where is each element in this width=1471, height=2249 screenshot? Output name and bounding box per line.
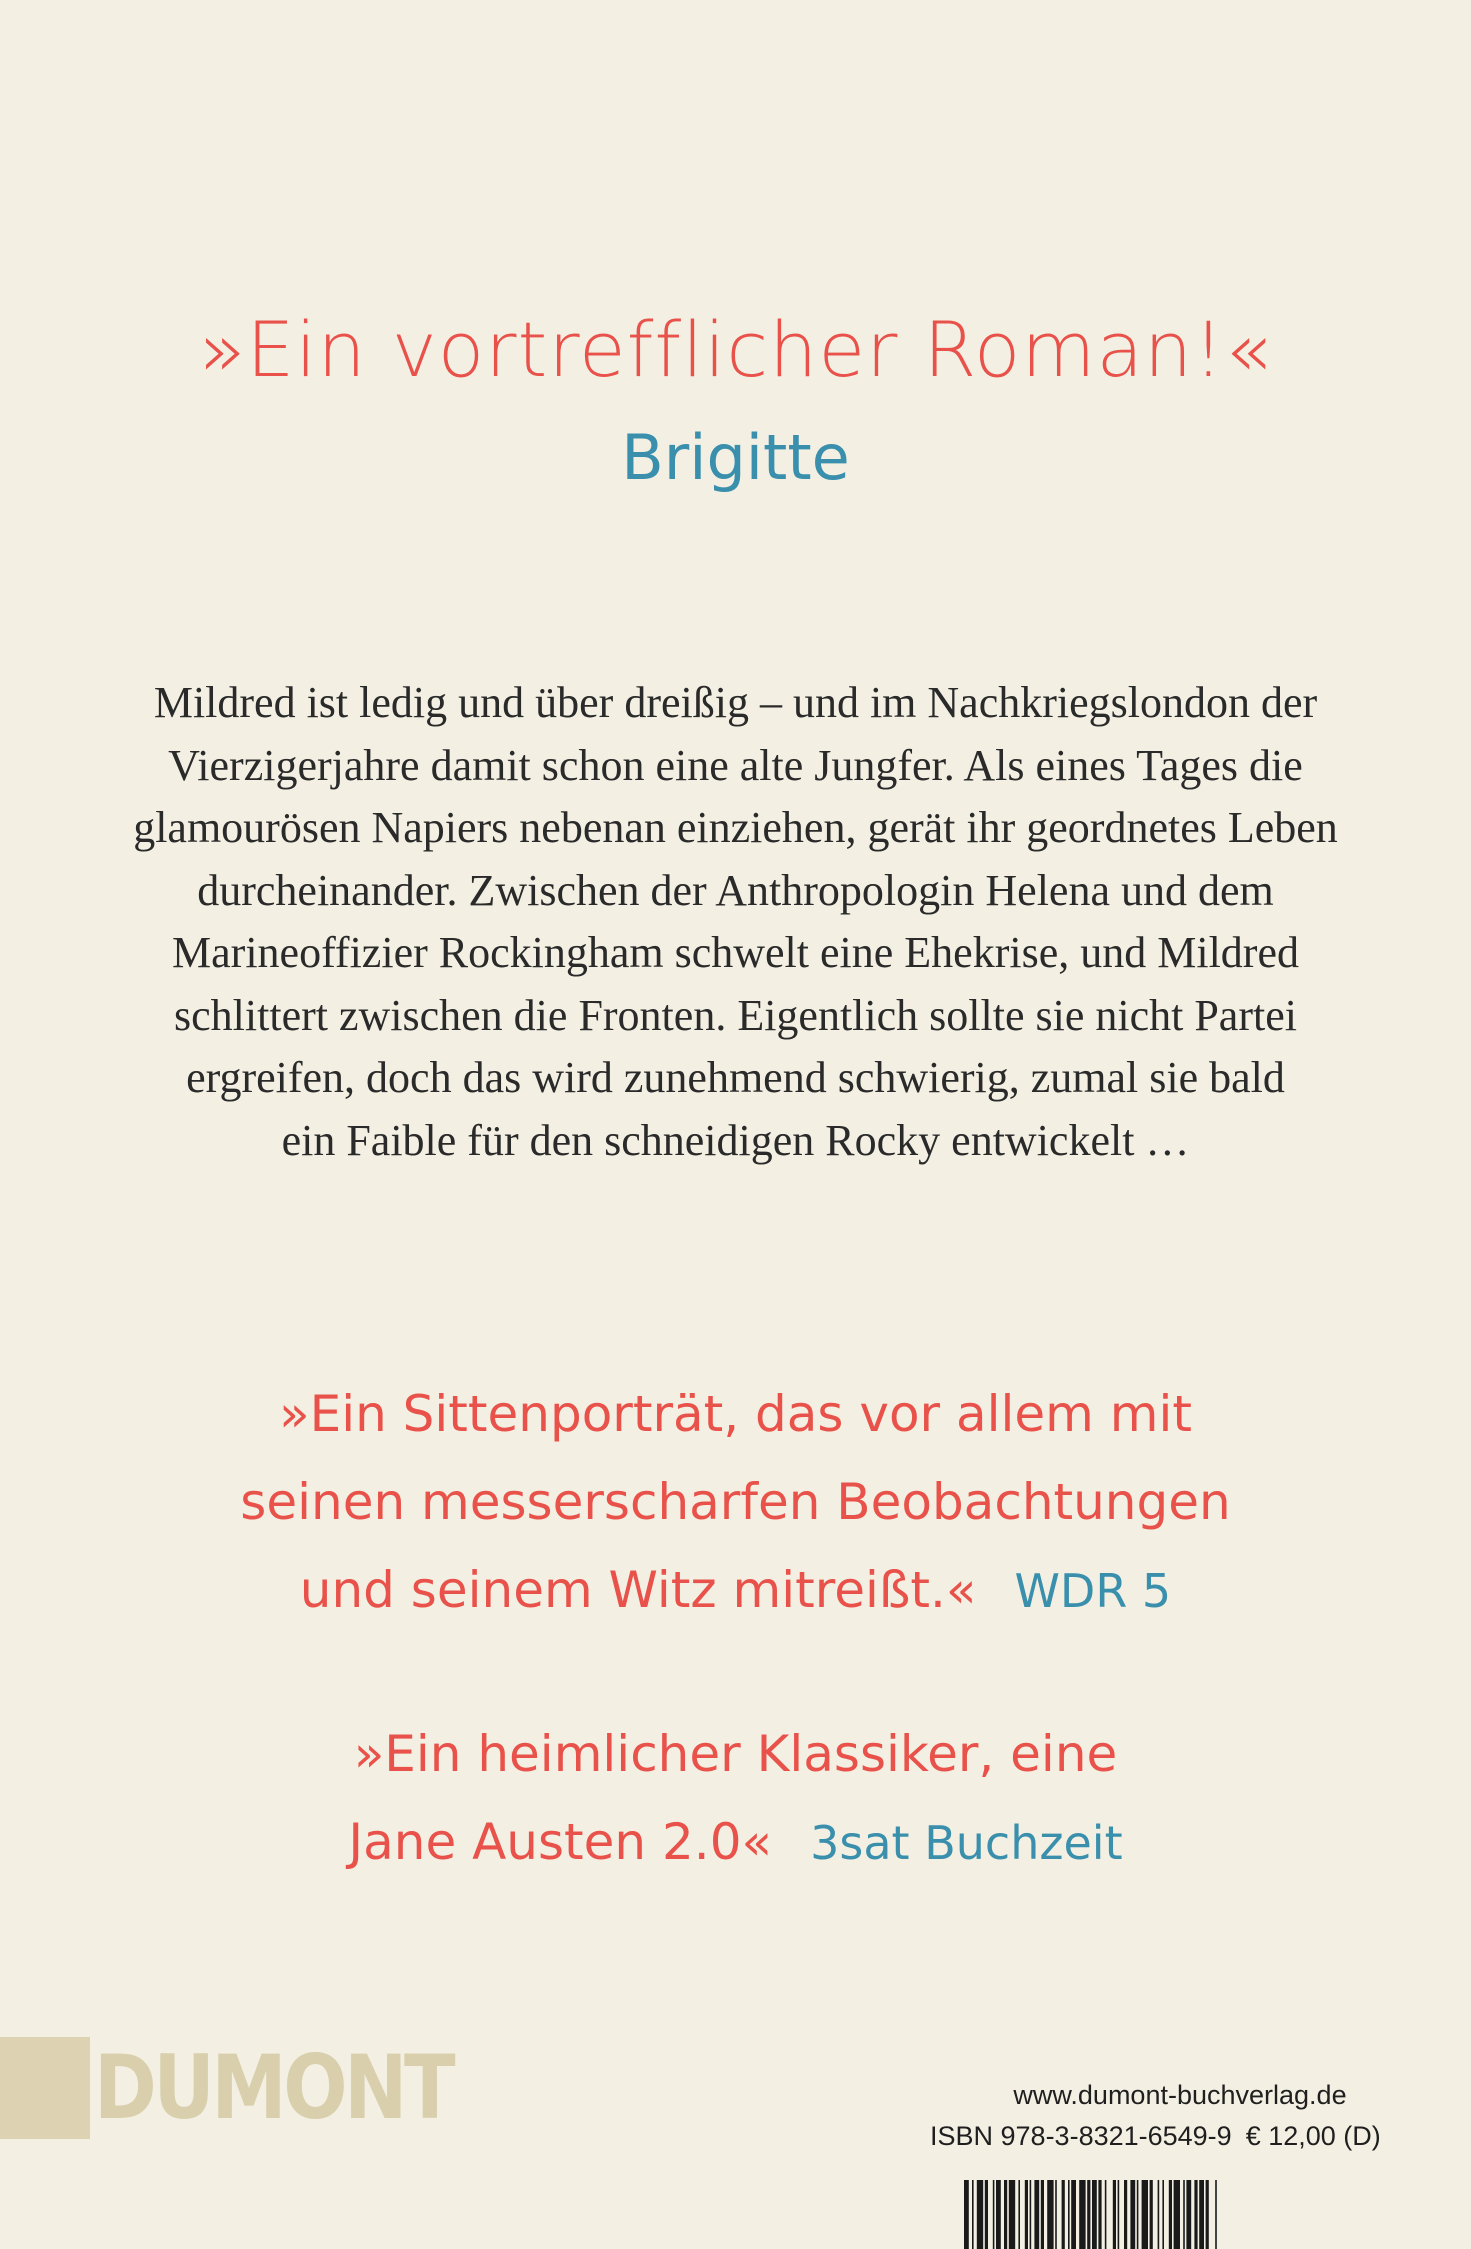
review-quote-line: und seinem Witz mitreißt.«	[299, 1561, 977, 1619]
publisher-logo	[0, 2035, 511, 2140]
barcode-bar	[1087, 2180, 1090, 2249]
isbn-price-line	[930, 2121, 1400, 2152]
review-quote-wdr	[0, 1370, 1471, 1635]
review-quote-last-line	[0, 1546, 1471, 1635]
barcode-bar	[1062, 2180, 1065, 2249]
blurb-line: ein Faible für den schneidigen Rocky entwickelt …	[281, 1115, 1190, 1165]
barcode-bar	[1047, 2180, 1053, 2249]
barcode-bar	[1041, 2180, 1044, 2249]
barcode-bar	[1079, 2180, 1085, 2249]
logo-wordmark: DUMONT	[94, 2036, 453, 2139]
imprint-block	[930, 2080, 1400, 2152]
barcode-bar	[1150, 2180, 1153, 2249]
book-blurb	[60, 672, 1411, 1172]
barcode-bar	[1009, 2180, 1015, 2249]
barcode-bar	[996, 2180, 1001, 2249]
blurb-line: schlittert zwischen die Fronten. Eigentlich sollte sie nicht Partei	[174, 990, 1297, 1040]
isbn: ISBN 978-3-8321-6549-9	[930, 2121, 1232, 2151]
barcode-bar	[1158, 2180, 1160, 2249]
review-quote-source: WDR 5	[1014, 1564, 1172, 1618]
review-quote-line: seinen messerscharfen Beobachtungen	[240, 1473, 1231, 1531]
barcode-bar	[1215, 2180, 1217, 2249]
barcode-bar	[1018, 2180, 1020, 2249]
review-quote-line: »Ein heimlicher Klassiker, eine	[353, 1725, 1118, 1783]
logo-bar-shape	[0, 2037, 90, 2139]
barcode-bar	[1124, 2180, 1127, 2249]
review-quote-last-line	[0, 1798, 1471, 1887]
publisher-website: www.dumont-buchverlag.de	[1013, 2080, 1347, 2110]
barcode-bar	[1034, 2180, 1039, 2249]
blurb-line: Mildred ist ledig und über dreißig – und im Nachkriegslondon der	[153, 678, 1318, 727]
barcode-bar	[1030, 2180, 1032, 2249]
barcode-bar	[1142, 2180, 1148, 2249]
review-quote-source: 3sat Buchzeit	[810, 1816, 1123, 1870]
blurb-line: Marineoffizier Rockingham schwelt eine Ehekrise, und Mildred	[172, 928, 1299, 977]
barcode-bar	[993, 2180, 995, 2249]
review-quote-line: »Ein Sittenporträt, das vor allem mit	[279, 1385, 1192, 1443]
review-quote-line: Jane Austen 2.0«	[348, 1813, 773, 1871]
barcode-bar	[964, 2180, 969, 2249]
headline-quote: »Ein vortrefflicher Roman!«	[198, 305, 1273, 394]
barcode-bar	[1199, 2180, 1204, 2249]
barcode-bar	[1068, 2180, 1070, 2249]
blurb-line: durcheinander. Zwischen der Anthropologin Helena und dem	[197, 865, 1274, 915]
barcode-bar	[1118, 2180, 1120, 2249]
barcode-bar	[1137, 2180, 1139, 2249]
headline-quote-source: Brigitte	[621, 421, 850, 494]
barcode-bar	[1105, 2180, 1107, 2249]
barcode-bar	[1025, 2180, 1028, 2249]
blurb-line: glamourösen Napiers nebenan einziehen, gerät ihr geordnetes Leben	[133, 803, 1338, 852]
barcode-bar	[1113, 2180, 1116, 2249]
barcode-bar	[1055, 2180, 1057, 2249]
barcode-bar	[1174, 2180, 1180, 2249]
price: € 12,00 (D)	[1245, 2121, 1381, 2151]
blurb-line: ergreifen, doch das wird zunehmend schwierig, zumal sie bald	[186, 1053, 1285, 1102]
barcode-graphic	[962, 2180, 1354, 2249]
blurb-line: Vierzigerjahre damit schon eine alte Jungfer. Als eines Tages die	[168, 740, 1303, 790]
barcode-bar	[1186, 2180, 1191, 2249]
barcode-bar	[1194, 2180, 1197, 2249]
barcode-bar	[1169, 2180, 1172, 2249]
barcode-bar	[1098, 2180, 1101, 2249]
barcode-bar	[1071, 2180, 1076, 2249]
barcode-bar	[1004, 2180, 1007, 2249]
barcode-bar	[1162, 2180, 1164, 2249]
review-quote-3sat	[0, 1710, 1471, 1887]
barcode-bar	[977, 2180, 983, 2249]
barcode-bar	[972, 2180, 974, 2249]
barcode-bar	[1206, 2180, 1209, 2249]
barcode-bar	[1092, 2180, 1097, 2249]
barcode-bar	[985, 2180, 988, 2249]
barcode-bar	[1183, 2180, 1185, 2249]
barcode-bar	[1130, 2180, 1135, 2249]
